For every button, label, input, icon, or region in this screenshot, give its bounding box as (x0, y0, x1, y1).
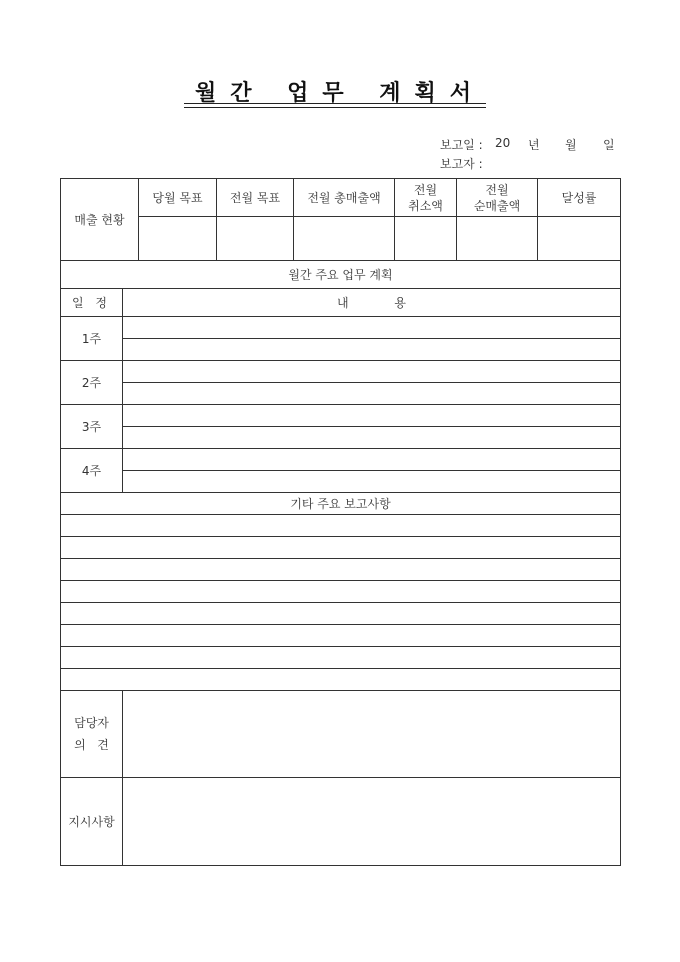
header-last-month-total-sales: 전월 총매출액 (294, 179, 395, 217)
header-last-month-target: 전월 목표 (217, 179, 294, 217)
input-last-month-total-sales[interactable] (294, 217, 395, 261)
schedule-header: 일 정 (61, 289, 123, 317)
input-this-month-target[interactable] (139, 217, 217, 261)
other-report-line-2[interactable] (61, 537, 621, 559)
plan-form-table (60, 178, 621, 866)
reporter-label: 보고자 : (440, 157, 483, 171)
week-3-line-2[interactable] (123, 427, 621, 449)
report-year-unit: 년 (528, 138, 540, 152)
report-year-prefix: 20 (495, 136, 511, 150)
input-achievement-rate[interactable] (538, 217, 621, 261)
sales-status-label: 매출 현황 (61, 179, 139, 261)
page-title: 월간 업무 계획서 (194, 80, 486, 106)
staff-opinion-label: 담당자 의 견 (61, 691, 123, 778)
input-last-month-target[interactable] (217, 217, 294, 261)
week-1-line-2[interactable] (123, 339, 621, 361)
report-month-unit: 월 (565, 138, 577, 152)
monthly-plan-section-label: 월간 주요 업무 계획 (61, 261, 621, 289)
week-3-label: 3주 (61, 405, 123, 449)
header-last-month-net-sales: 전월 순매출액 (457, 179, 538, 217)
instructions-input[interactable] (123, 778, 621, 866)
staff-opinion-input[interactable] (123, 691, 621, 778)
week-2-label: 2주 (61, 361, 123, 405)
title-underline-thin (184, 107, 486, 108)
other-report-line-8[interactable] (61, 669, 621, 691)
header-last-month-cancel: 전월 취소액 (395, 179, 457, 217)
title-underline (184, 103, 486, 104)
other-report-line-7[interactable] (61, 647, 621, 669)
week-3-line-1[interactable] (123, 405, 621, 427)
week-4-label: 4주 (61, 449, 123, 493)
week-2-line-1[interactable] (123, 361, 621, 383)
other-report-line-4[interactable] (61, 581, 621, 603)
report-day-unit: 일 (603, 138, 615, 152)
content-header: 내 용 (123, 289, 621, 317)
week-1-line-1[interactable] (123, 317, 621, 339)
other-report-line-1[interactable] (61, 515, 621, 537)
other-reports-section-label: 기타 주요 보고사항 (61, 493, 621, 515)
week-2-line-2[interactable] (123, 383, 621, 405)
input-last-month-cancel[interactable] (395, 217, 457, 261)
week-1-label: 1주 (61, 317, 123, 361)
instructions-label: 지시사항 (61, 778, 123, 866)
other-report-line-3[interactable] (61, 559, 621, 581)
input-last-month-net-sales[interactable] (457, 217, 538, 261)
other-report-line-5[interactable] (61, 603, 621, 625)
week-4-line-1[interactable] (123, 449, 621, 471)
other-report-line-6[interactable] (61, 625, 621, 647)
header-this-month-target: 당월 목표 (139, 179, 217, 217)
header-achievement-rate: 달성률 (538, 179, 621, 217)
week-4-line-2[interactable] (123, 471, 621, 493)
report-date-label: 보고일 : (440, 138, 483, 152)
